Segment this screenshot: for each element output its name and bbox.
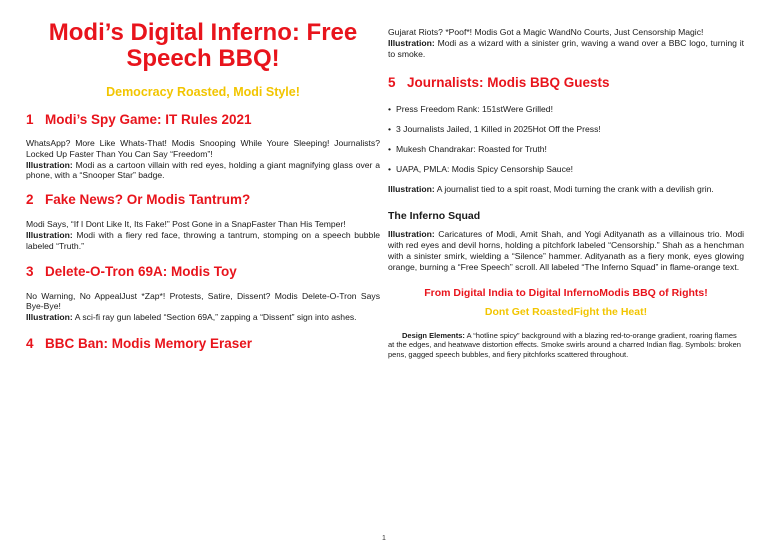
section-5-bullet-list	[388, 104, 744, 174]
section-5-illustration-label: Illustration:	[388, 183, 435, 194]
inferno-squad-illustration-text: Caricatures of Modi, Amit Shah, and Yogi Adityanath as a villainous trio. Modi with red eyes and devil horns, holding a pitchfork labeled “Censorship.” Shah as a henchman with a sinister smirk, wielding a “Silence” hammer. Adityanath as a fiery monk, eyes glowing orange, burning a “Free Speech” scroll. All labeled “The Inferno Squad” in flame-orange text.	[388, 229, 745, 272]
section-2-illustration-text: Modi with a fiery red face, throwing a tantrum, stomping on a speech bubble labeled “Truth.”	[26, 229, 381, 251]
section-4-illustration-label: Illustration:	[388, 37, 435, 48]
section-5-illustration-text: A journalist tied to a spit roast, Modi turning the crank with a devilish grin.	[436, 183, 714, 194]
section-1-body	[26, 138, 380, 181]
section-3-illustration-text: A sci-fi ray gun labeled “Section 69A,” zapping a “Dissent” sign into ashes.	[74, 312, 357, 323]
section-1-illustration-label: Illustration:	[26, 159, 73, 170]
page-subtitle: Democracy Roasted, Modi Style!	[106, 85, 300, 99]
list-item: • Mukesh Chandrakar: Roasted for Truth!	[388, 144, 744, 155]
list-item: • 3 Journalists Jailed, 1 Killed in 2025Hot Off the Press!	[388, 124, 744, 135]
inferno-squad-body	[388, 229, 744, 272]
section-5-heading	[388, 75, 744, 91]
section-1-number: 1	[26, 112, 34, 127]
design-elements-text: A “hotline spicy” background with a blazing red-to-orange gradient, roaring flames at the edges, and heatwave distortion effects. Smoke swirls around a charred Indian flag. Symbols: broken pens, gagged speech bubbles, and fiery pitchforks scattered throughout.	[388, 330, 741, 359]
page-number: 1	[382, 535, 386, 542]
section-4-number: 4	[26, 335, 34, 351]
section-4-text: Gujarat Riots? *Poof*! Modis Got a Magic WandNo Courts, Just Censorship Magic!	[388, 27, 704, 37]
section-4-illustration-text: Modi as a wizard with a sinister grin, waving a wand over a BBC logo, turning it to smoke.	[388, 37, 745, 59]
section-1-title: Modi’s Spy Game: IT Rules 2021	[45, 112, 252, 127]
section-4-title: BBC Ban: Modis Memory Eraser	[45, 335, 253, 351]
section-3-title: Delete-O-Tron 69A: Modis Toy	[45, 263, 237, 279]
slogan-red: From Digital India to Digital InfernoModis BBQ of Rights!	[424, 286, 708, 299]
section-2-number: 2	[26, 192, 34, 208]
section-2-title: Fake News? Or Modis Tantrum?	[45, 192, 251, 208]
section-1-text: WhatsApp? More Like Whats-That! Modis Snooping While Youre Sleeping! Journalists? Locked Up Faster Than You Can Say “Freedom”!	[26, 138, 380, 159]
section-2-text: Modi Says, “If I Dont Like It, Its Fake!” Post Gone in a SnapFaster Than His Temper!	[26, 219, 346, 230]
section-2-body	[26, 219, 380, 251]
section-2-heading	[26, 192, 380, 208]
section-3-body	[26, 291, 380, 323]
section-4-body	[388, 27, 744, 59]
slogan-yellow: Dont Get RoastedFight the Heat!	[484, 305, 648, 318]
inferno-squad-illustration-label: Illustration:	[388, 229, 435, 240]
page-title: Modi’s Digital Inferno: Free Speech BBQ!	[48, 19, 358, 72]
section-5-title: Journalists: Modis BBQ Guests	[407, 75, 610, 91]
design-elements-label: Design Elements:	[402, 330, 465, 340]
inferno-squad-heading: The Inferno Squad	[388, 210, 481, 223]
section-3-heading	[26, 264, 380, 280]
section-1-illustration-text: Modi as a cartoon villain with red eyes, holding a giant magnifying glass over a phone, with a “Snooper Star” badge.	[26, 159, 380, 181]
left-column	[26, 0, 380, 352]
section-1-heading	[26, 112, 380, 128]
design-elements-note	[388, 331, 744, 360]
section-2-illustration-label: Illustration:	[26, 229, 73, 240]
list-item: • Press Freedom Rank: 151stWere Grilled!	[388, 104, 744, 115]
right-column	[388, 0, 744, 359]
section-5-illustration	[388, 184, 744, 195]
section-4-heading	[26, 336, 380, 352]
section-3-number: 3	[26, 263, 34, 279]
list-item: • UAPA, PMLA: Modis Spicy Censorship Sauce!	[388, 164, 744, 175]
section-3-text: No Warning, No AppealJust *Zap*! Protests, Satire, Dissent? Modis Delete-O-Tron Says Bye-Bye!	[26, 290, 380, 312]
section-3-illustration-label: Illustration:	[26, 312, 73, 323]
section-5-number: 5	[388, 75, 396, 91]
